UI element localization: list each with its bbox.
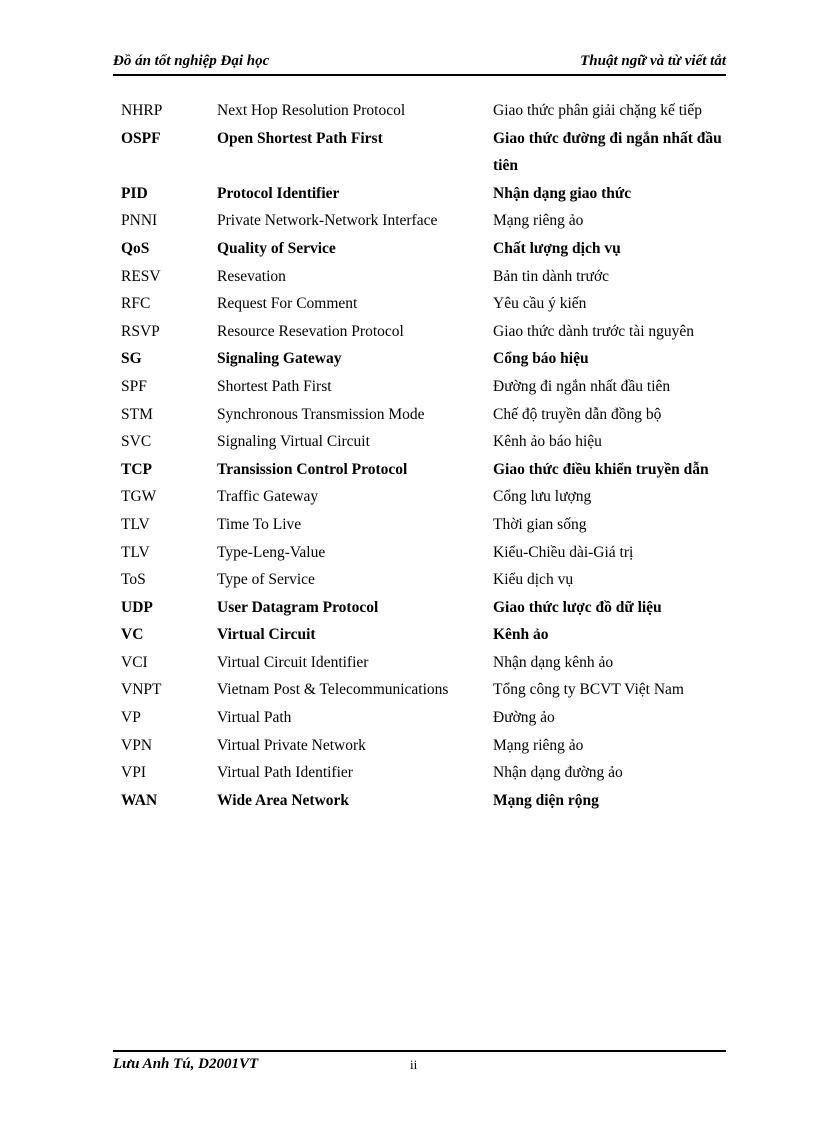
term-vietnamese: Giao thức dành trước tài nguyên [493,322,695,340]
term-vietnamese: Kênh ảo [493,626,549,644]
term-english: Protocol Identifier [217,184,340,202]
term-english: Request For Comment [217,295,358,313]
term-row [121,373,741,401]
term-row [121,787,741,815]
term-vietnamese: Cổng báo hiệu [493,350,589,368]
term-english: Transission Control Protocol [217,460,408,478]
header-document-title: Đồ án tốt nghiệp Đại học [113,53,270,69]
term-row [121,483,741,511]
term-row [121,732,741,760]
term-english: Type-Leng-Value [217,543,326,561]
term-abbreviation: QoS [121,239,150,257]
abbreviation-list [121,97,741,814]
term-vietnamese: Nhận dạng giao thức [493,184,632,202]
term-row [121,621,741,649]
term-vietnamese: Mạng diện rộng [493,791,599,809]
term-vietnamese: Nhận dạng kênh ảo [493,653,614,671]
term-english: Virtual Path [217,709,292,727]
term-abbreviation: UDP [121,598,153,616]
term-abbreviation: RSVP [121,322,160,340]
term-row [121,345,741,373]
term-english: Quality of Service [217,239,336,257]
term-abbreviation: SG [121,350,142,368]
term-row [121,704,741,732]
term-english: Vietnam Post & Telecommunications [217,681,449,699]
term-english: Open Shortest Path First [217,129,383,147]
term-vietnamese: Tổng công ty BCVT Việt Nam [493,681,684,699]
term-abbreviation: VC [121,626,144,644]
term-abbreviation: PNNI [121,212,158,230]
term-abbreviation: NHRP [121,102,163,119]
term-english: Type of Service [217,571,315,589]
term-vietnamese: Mạng riêng ảo [493,212,584,230]
term-abbreviation: SPF [121,377,147,395]
term-row [121,180,741,208]
term-english: User Datagram Protocol [217,598,379,616]
page-number: ii [410,1057,418,1072]
term-row [121,125,741,180]
term-abbreviation: VPI [121,764,146,782]
term-abbreviation: VCI [121,653,148,671]
term-abbreviation: VPN [121,736,153,754]
term-english: Traffic Gateway [217,488,319,506]
term-english: Time To Live [217,515,302,533]
term-english: Private Network-Network Interface [217,212,438,230]
term-english: Virtual Circuit Identifier [217,653,369,671]
term-vietnamese: Kênh ảo báo hiệu [493,433,602,451]
term-english: Signaling Gateway [217,350,342,368]
term-row [121,318,741,346]
term-abbreviation: VNPT [121,681,162,699]
page-footer [113,1050,726,1072]
term-abbreviation: OSPF [121,129,161,147]
term-vietnamese: Nhận dạng đường ảo [493,764,623,782]
term-vietnamese: Giao thức phân giải chặng kế tiếp [493,102,702,119]
term-english: Virtual Circuit [217,626,316,644]
term-abbreviation: TLV [121,543,150,561]
term-row [121,511,741,539]
term-row [121,290,741,318]
term-vietnamese: Chất lượng dịch vụ [493,239,621,257]
term-abbreviation: RFC [121,295,151,313]
term-vietnamese: Mạng riêng ảo [493,736,584,754]
term-abbreviation: TGW [121,488,157,506]
term-abbreviation: TCP [121,460,152,478]
term-vietnamese: Giao thức đường đi ngắn nhất đầu tiên [493,129,722,175]
term-vietnamese: Yêu cầu ý kiến [493,295,587,313]
term-row [121,401,741,429]
term-abbreviation: SVC [121,433,152,451]
term-row [121,428,741,456]
term-vietnamese: Đường đi ngắn nhất đầu tiên [493,377,671,395]
term-english: Shortest Path First [217,377,332,395]
term-row [121,676,741,704]
term-vietnamese: Giao thức lược đồ dữ liệu [493,598,662,616]
term-english: Signaling Virtual Circuit [217,433,370,451]
term-row [121,207,741,235]
term-vietnamese: Thời gian sống [493,515,587,533]
term-english: Next Hop Resolution Protocol [217,102,406,119]
term-row [121,97,741,125]
term-abbreviation: RESV [121,267,161,285]
term-vietnamese: Chế độ truyền dẫn đồng bộ [493,405,662,423]
term-vietnamese: Kiểu-Chiều dài-Giá trị [493,543,634,561]
term-abbreviation: ToS [121,571,146,589]
term-abbreviation: WAN [121,791,158,809]
term-vietnamese: Bản tin dành trước [493,267,610,285]
term-row [121,566,741,594]
header-section-title: Thuật ngữ và từ viết tắt [580,53,726,69]
term-abbreviation: PID [121,184,148,202]
term-english: Virtual Private Network [217,736,366,754]
term-abbreviation: VP [121,709,141,727]
term-abbreviation: TLV [121,515,150,533]
term-english: Resource Resevation Protocol [217,322,404,340]
term-english: Synchronous Transmission Mode [217,405,425,423]
term-vietnamese: Kiểu dịch vụ [493,571,574,589]
term-abbreviation: STM [121,405,153,423]
term-vietnamese: Giao thức điều khiển truyền dẫn [493,460,709,478]
term-row [121,235,741,263]
term-row [121,649,741,677]
term-vietnamese: Cổng lưu lượng [493,488,592,506]
term-row [121,759,741,787]
term-english: Wide Area Network [217,791,350,809]
footer-author: Lưu Anh Tú, D2001VT [113,1056,259,1072]
term-vietnamese: Đường ảo [493,709,555,727]
term-english: Virtual Path Identifier [217,764,353,782]
term-row [121,594,741,622]
term-row [121,539,741,567]
page-header [113,52,726,76]
term-row [121,263,741,291]
term-row [121,456,741,484]
term-english: Resevation [217,267,286,285]
